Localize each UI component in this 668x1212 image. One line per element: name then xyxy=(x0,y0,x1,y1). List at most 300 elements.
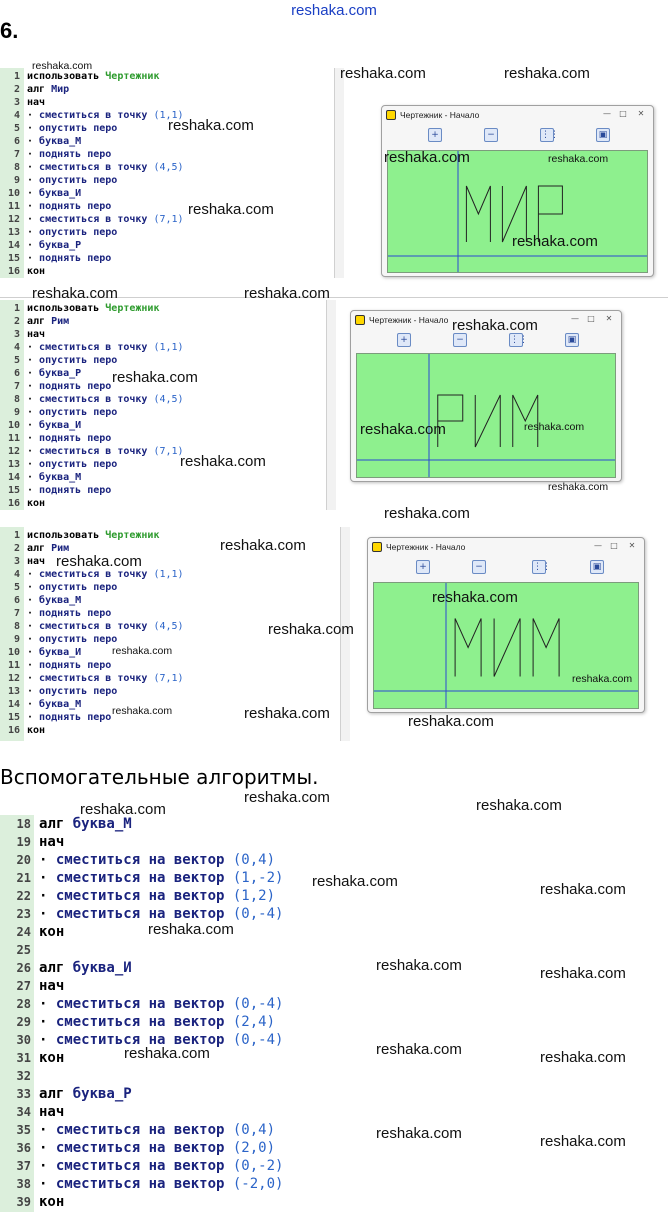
code-token: использовать xyxy=(27,71,106,82)
code-text xyxy=(39,833,64,851)
code-token: Чертежник xyxy=(105,71,160,82)
line-number: 22 xyxy=(16,889,31,903)
code-token: (1,1) xyxy=(153,342,184,353)
code-token: поднять перо xyxy=(39,201,112,212)
code-line xyxy=(0,607,340,620)
line-number: 1 xyxy=(13,530,20,541)
code-token: · xyxy=(27,472,40,483)
line-number: 10 xyxy=(7,647,20,658)
code-token: · xyxy=(27,394,40,405)
code-token: · xyxy=(27,110,40,121)
line-number: 16 xyxy=(7,725,20,736)
line-number: 6 xyxy=(13,368,20,379)
code-text xyxy=(27,135,81,148)
line-number: 9 xyxy=(13,407,20,418)
watermark: reshaka.com xyxy=(220,537,306,554)
code-line xyxy=(0,135,336,148)
code-token: · xyxy=(27,136,40,147)
code-token: кон xyxy=(39,1050,65,1066)
code-token: · xyxy=(39,888,56,904)
code-token: · xyxy=(27,459,40,470)
line-number: 35 xyxy=(16,1123,31,1137)
line-number: 24 xyxy=(16,925,31,939)
code-token: сместиться на вектор xyxy=(55,1032,233,1048)
code-token: алг xyxy=(27,84,52,95)
letter-stroke xyxy=(494,619,520,677)
code-text xyxy=(27,458,117,471)
code-line xyxy=(0,200,336,213)
code-token: алг xyxy=(27,543,52,554)
code-token: · xyxy=(39,1122,56,1138)
line-number: 2 xyxy=(13,316,20,327)
code-token: Рим xyxy=(51,543,70,554)
minimize-icon[interactable]: — xyxy=(603,109,611,118)
code-token: поднять перо xyxy=(39,433,112,444)
window-title: Чертежник - Начало xyxy=(369,315,449,325)
zoom-out-icon[interactable]: − xyxy=(484,128,498,142)
line-number: 20 xyxy=(16,853,31,867)
code-text xyxy=(39,1121,275,1139)
vertical-scrollbar[interactable] xyxy=(326,300,336,510)
line-number: 13 xyxy=(7,459,20,470)
line-number: 14 xyxy=(7,472,20,483)
code-line xyxy=(0,96,336,109)
line-number: 38 xyxy=(16,1177,31,1191)
line-number: 7 xyxy=(13,149,20,160)
code-token: буква_И xyxy=(39,420,82,431)
code-text xyxy=(39,1175,283,1193)
code-text xyxy=(27,471,81,484)
maximize-icon[interactable]: □ xyxy=(587,314,595,323)
code-line xyxy=(0,568,340,581)
line-number: 30 xyxy=(16,1033,31,1047)
code-token: кон xyxy=(27,498,46,509)
code-text xyxy=(39,1157,283,1175)
code-line xyxy=(0,213,336,226)
drawing-canvas xyxy=(356,353,616,478)
watermark: reshaka.com xyxy=(540,1049,626,1066)
line-number: 9 xyxy=(13,175,20,186)
line-number: 10 xyxy=(7,420,20,431)
code-line xyxy=(0,471,326,484)
code-text xyxy=(27,226,117,239)
code-text xyxy=(39,869,283,887)
code-token: · xyxy=(27,227,40,238)
code-token: (1,1) xyxy=(153,110,184,121)
fit-view-icon[interactable]: ▣ xyxy=(565,333,579,347)
code-token: · xyxy=(27,569,40,580)
code-text xyxy=(39,923,64,941)
line-number: 11 xyxy=(7,201,20,212)
code-text xyxy=(27,646,81,659)
code-token: (1,-2) xyxy=(232,870,284,886)
code-text xyxy=(27,148,111,161)
watermark: reshaka.com xyxy=(56,553,142,570)
watermark: reshaka.com xyxy=(112,645,173,657)
watermark: reshaka.com xyxy=(504,65,590,82)
window-toolbar xyxy=(355,331,617,353)
code-text xyxy=(27,341,184,354)
code-token: поднять перо xyxy=(39,712,112,723)
window-toolbar xyxy=(386,126,649,148)
code-token: · xyxy=(27,188,40,199)
code-line xyxy=(0,1031,668,1049)
code-token: буква_М xyxy=(39,595,82,606)
code-line xyxy=(0,659,340,672)
code-text xyxy=(39,977,64,995)
code-text xyxy=(27,252,111,265)
code-text xyxy=(27,406,117,419)
code-token: (7,1) xyxy=(153,446,184,457)
code-token: опустить перо xyxy=(39,227,118,238)
code-token: кон xyxy=(39,1194,65,1210)
code-token: буква_М xyxy=(72,816,132,832)
code-token: · xyxy=(27,201,40,212)
line-number: 3 xyxy=(13,329,20,340)
line-number: 8 xyxy=(13,162,20,173)
watermark: reshaka.com xyxy=(360,421,446,438)
code-token: нач xyxy=(39,1104,65,1120)
code-token: (1,2) xyxy=(232,888,276,904)
drafter-window-3 xyxy=(367,537,645,713)
code-token: использовать xyxy=(27,303,106,314)
watermark: reshaka.com xyxy=(112,369,198,386)
grid-icon[interactable]: ⋮⋮ xyxy=(533,562,551,572)
watermark: reshaka.com xyxy=(124,1045,210,1062)
code-line xyxy=(0,1175,668,1193)
code-token: (4,5) xyxy=(153,621,184,632)
zoom-out-icon[interactable]: − xyxy=(472,560,486,574)
line-number: 6 xyxy=(13,595,20,606)
code-token: (7,1) xyxy=(153,214,184,225)
code-token: алг xyxy=(27,316,52,327)
line-number: 32 xyxy=(16,1069,31,1083)
code-text xyxy=(27,302,159,315)
maximize-icon[interactable]: □ xyxy=(619,109,627,118)
code-token: алг xyxy=(39,1086,73,1102)
code-token: использовать xyxy=(27,530,106,541)
watermark: reshaka.com xyxy=(540,965,626,982)
fit-view-icon[interactable]: ▣ xyxy=(596,128,610,142)
watermark: reshaka.com xyxy=(376,1041,462,1058)
line-number: 23 xyxy=(16,907,31,921)
watermark: reshaka.com xyxy=(244,789,330,806)
code-text xyxy=(39,1049,64,1067)
code-token: сместиться на вектор xyxy=(55,1158,233,1174)
grid-icon[interactable]: ⋮⋮ xyxy=(541,130,559,140)
code-token: · xyxy=(39,996,56,1012)
line-number: 26 xyxy=(16,961,31,975)
close-icon[interactable]: ✕ xyxy=(628,541,636,550)
code-line xyxy=(0,995,668,1013)
code-line xyxy=(0,923,668,941)
watermark: reshaka.com xyxy=(384,149,470,166)
code-text xyxy=(27,685,117,698)
code-token: · xyxy=(27,485,40,496)
code-text xyxy=(27,698,81,711)
code-token: · xyxy=(27,595,40,606)
code-line xyxy=(0,302,326,315)
code-line xyxy=(0,354,326,367)
program-lines xyxy=(0,302,326,510)
code-token: · xyxy=(27,582,40,593)
code-token: · xyxy=(27,446,40,457)
watermark: reshaka.com xyxy=(432,589,518,606)
code-token: Мир xyxy=(51,84,70,95)
code-line xyxy=(0,581,340,594)
program-1-code xyxy=(0,68,346,278)
code-token: · xyxy=(27,149,40,160)
watermark: reshaka.com xyxy=(540,881,626,898)
line-number: 4 xyxy=(13,569,20,580)
drafter-window-2 xyxy=(350,310,622,482)
code-token: · xyxy=(39,1176,56,1192)
code-token: поднять перо xyxy=(39,381,112,392)
code-text xyxy=(27,672,184,685)
code-token: сместиться на вектор xyxy=(55,852,233,868)
code-token: · xyxy=(27,253,40,264)
code-line xyxy=(0,419,326,432)
code-line xyxy=(0,905,668,923)
code-token: нач xyxy=(27,329,46,340)
code-token: кон xyxy=(39,924,65,940)
code-token: · xyxy=(39,870,56,886)
code-line xyxy=(0,497,326,510)
code-token: опустить перо xyxy=(39,582,118,593)
line-number: 1 xyxy=(13,303,20,314)
code-text xyxy=(27,724,45,737)
code-text xyxy=(27,484,111,497)
code-text xyxy=(27,445,184,458)
code-line xyxy=(0,432,326,445)
code-token: (0,4) xyxy=(232,1122,276,1138)
code-text xyxy=(27,122,117,135)
line-number: 5 xyxy=(13,123,20,134)
line-number: 33 xyxy=(16,1087,31,1101)
code-line xyxy=(0,672,340,685)
code-line xyxy=(0,458,326,471)
minimize-icon[interactable]: — xyxy=(571,314,579,323)
fit-view-icon[interactable]: ▣ xyxy=(590,560,604,574)
line-number: 14 xyxy=(7,240,20,251)
code-token: опустить перо xyxy=(39,634,118,645)
code-text xyxy=(27,213,184,226)
watermark: reshaka.com xyxy=(180,453,266,470)
line-number: 4 xyxy=(13,110,20,121)
code-line xyxy=(0,1157,668,1175)
code-token: · xyxy=(27,407,40,418)
code-token: буква_Р xyxy=(39,368,82,379)
code-line xyxy=(0,393,326,406)
code-line xyxy=(0,406,326,419)
code-token: алг xyxy=(39,816,73,832)
code-token: · xyxy=(27,123,40,134)
code-token: · xyxy=(27,699,40,710)
code-text xyxy=(27,174,117,187)
code-token: (-2,0) xyxy=(232,1176,284,1192)
code-text xyxy=(27,83,69,96)
code-line xyxy=(0,724,340,737)
code-text xyxy=(39,1103,64,1121)
letter-stroke xyxy=(475,395,500,447)
close-icon[interactable]: ✕ xyxy=(605,314,613,323)
code-token: опустить перо xyxy=(39,459,118,470)
code-text xyxy=(27,529,159,542)
code-text xyxy=(27,354,117,367)
watermark: reshaka.com xyxy=(384,505,470,522)
grid-icon[interactable]: ⋮⋮ xyxy=(510,335,528,345)
code-token: нач xyxy=(27,97,46,108)
code-line xyxy=(0,187,336,200)
code-line xyxy=(0,83,336,96)
vertical-scrollbar[interactable] xyxy=(334,68,344,278)
code-line xyxy=(0,265,336,278)
code-line xyxy=(0,445,326,458)
code-token: · xyxy=(27,355,40,366)
code-text xyxy=(27,315,69,328)
code-token: · xyxy=(27,420,40,431)
line-number: 15 xyxy=(7,253,20,264)
code-token: · xyxy=(27,433,40,444)
code-text xyxy=(27,393,184,406)
line-number: 2 xyxy=(13,84,20,95)
code-line xyxy=(0,941,668,959)
code-text xyxy=(27,581,117,594)
code-token: сместиться в точку xyxy=(39,446,154,457)
code-token: опустить перо xyxy=(39,686,118,697)
watermark: reshaka.com xyxy=(32,285,118,302)
line-number: 31 xyxy=(16,1051,31,1065)
zoom-in-icon[interactable]: + xyxy=(397,333,411,347)
watermark: reshaka.com xyxy=(340,65,426,82)
code-line xyxy=(0,484,326,497)
line-number: 39 xyxy=(16,1195,31,1209)
zoom-in-icon[interactable]: + xyxy=(428,128,442,142)
line-number: 15 xyxy=(7,712,20,723)
code-line xyxy=(0,685,340,698)
code-token: нач xyxy=(27,556,46,567)
task-number: 6. xyxy=(0,18,19,43)
drawing-svg xyxy=(357,354,616,478)
line-number: 25 xyxy=(16,943,31,957)
program-lines xyxy=(0,70,336,278)
line-number: 29 xyxy=(16,1015,31,1029)
code-token: (0,4) xyxy=(232,852,276,868)
code-token: сместиться на вектор xyxy=(55,1176,233,1192)
watermark: reshaka.com xyxy=(376,957,462,974)
code-token: · xyxy=(27,175,40,186)
code-token: · xyxy=(27,214,40,225)
code-text xyxy=(27,161,184,174)
watermark: reshaka.com xyxy=(168,117,254,134)
code-text xyxy=(27,239,81,252)
watermark: reshaka.com xyxy=(148,921,234,938)
code-line xyxy=(0,1013,668,1031)
line-number: 12 xyxy=(7,214,20,225)
line-number: 10 xyxy=(7,188,20,199)
code-token: (0,-4) xyxy=(232,996,284,1012)
code-token: · xyxy=(39,852,56,868)
minimize-icon[interactable]: — xyxy=(594,541,602,550)
code-token: опустить перо xyxy=(39,407,118,418)
line-number: 21 xyxy=(16,871,31,885)
code-token: поднять перо xyxy=(39,608,112,619)
line-number: 18 xyxy=(16,817,31,831)
app-icon xyxy=(386,110,396,120)
code-text xyxy=(39,1193,64,1211)
code-token: · xyxy=(39,1140,56,1156)
line-number: 7 xyxy=(13,608,20,619)
code-line xyxy=(0,555,340,568)
line-number: 1 xyxy=(13,71,20,82)
code-text xyxy=(39,887,275,905)
code-line xyxy=(0,833,668,851)
line-number: 36 xyxy=(16,1141,31,1155)
code-token: поднять перо xyxy=(39,149,112,160)
app-icon xyxy=(355,315,365,325)
code-text xyxy=(39,1085,132,1103)
line-number: 15 xyxy=(7,485,20,496)
code-text xyxy=(27,265,45,278)
code-token: (1,1) xyxy=(153,569,184,580)
code-text xyxy=(27,187,81,200)
zoom-out-icon[interactable]: − xyxy=(453,333,467,347)
code-token: · xyxy=(27,673,40,684)
code-token: · xyxy=(27,608,40,619)
code-line xyxy=(0,148,336,161)
code-token: (4,5) xyxy=(153,394,184,405)
code-token: сместиться в точку xyxy=(39,394,154,405)
line-number: 9 xyxy=(13,634,20,645)
code-token: · xyxy=(27,647,40,658)
code-text xyxy=(27,659,111,672)
line-number: 34 xyxy=(16,1105,31,1119)
watermark: reshaka.com xyxy=(268,621,354,638)
code-token: сместиться в точку xyxy=(39,569,154,580)
line-number: 16 xyxy=(7,266,20,277)
code-text xyxy=(27,497,45,510)
line-number: 12 xyxy=(7,446,20,457)
close-icon[interactable]: ✕ xyxy=(637,109,645,118)
code-text xyxy=(27,620,184,633)
code-token: буква_И xyxy=(72,960,132,976)
code-line xyxy=(0,252,336,265)
line-number: 12 xyxy=(7,673,20,684)
code-line xyxy=(0,174,336,187)
code-token: · xyxy=(27,660,40,671)
line-number: 6 xyxy=(13,136,20,147)
code-token: · xyxy=(39,906,56,922)
zoom-in-icon[interactable]: + xyxy=(416,560,430,574)
code-text xyxy=(39,995,283,1013)
line-number: 11 xyxy=(7,433,20,444)
code-text xyxy=(39,1013,275,1031)
code-token: · xyxy=(39,1158,56,1174)
code-token: · xyxy=(27,368,40,379)
code-token: буква_М xyxy=(39,472,82,483)
line-number: 11 xyxy=(7,660,20,671)
code-token: кон xyxy=(27,266,46,277)
maximize-icon[interactable]: □ xyxy=(610,541,618,550)
code-token: (0,-2) xyxy=(232,1158,284,1174)
code-text xyxy=(27,607,111,620)
code-token: Рим xyxy=(51,316,70,327)
header-site-link[interactable]: reshaka.com xyxy=(291,2,377,19)
line-number: 14 xyxy=(7,699,20,710)
code-token: сместиться в точку xyxy=(39,673,154,684)
code-token: поднять перо xyxy=(39,253,112,264)
letter-stroke xyxy=(533,619,559,677)
